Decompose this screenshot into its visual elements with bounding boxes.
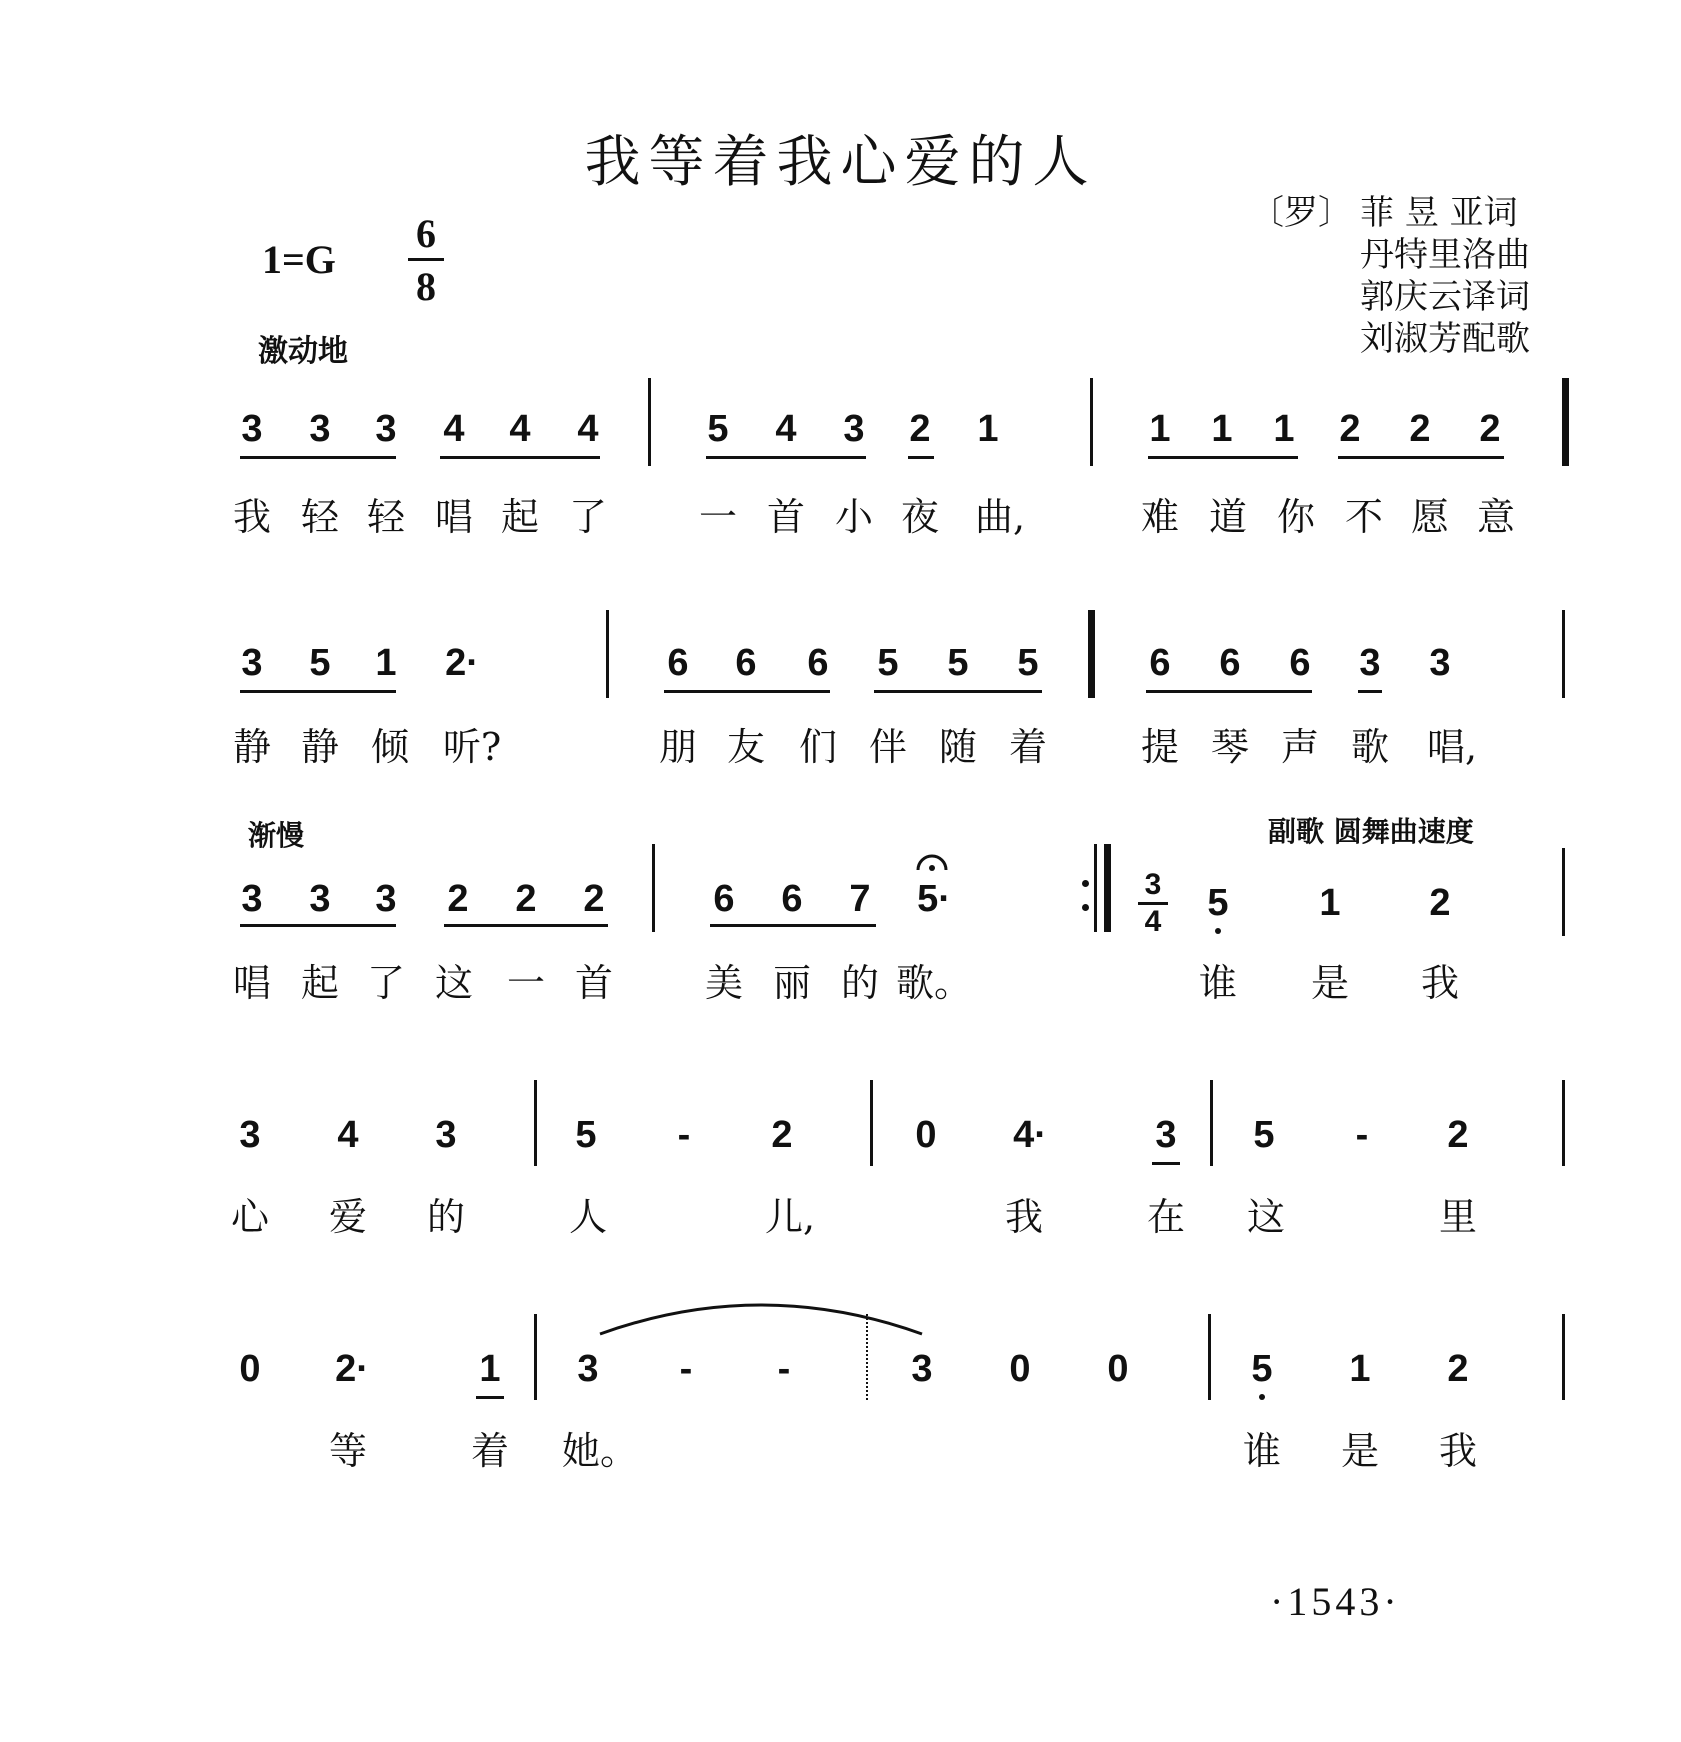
lyric: 歌 <box>1350 725 1390 769</box>
barline <box>1562 1080 1565 1166</box>
lyric: 了 <box>568 495 608 539</box>
note: 3 <box>435 1114 457 1156</box>
lyric: 声 <box>1280 725 1320 769</box>
beam <box>240 690 396 693</box>
lyric: 曲, <box>974 495 1026 539</box>
note: 1 <box>977 408 999 450</box>
barline <box>534 1314 537 1400</box>
lyric: 夜 <box>900 495 940 539</box>
note: 6 <box>713 878 735 920</box>
note: 5 <box>1253 1114 1275 1156</box>
lyric: 友 <box>726 725 766 769</box>
note: 3 <box>577 1348 599 1390</box>
note: 4 <box>577 408 599 450</box>
beam <box>240 924 396 927</box>
barline <box>1088 610 1095 698</box>
note: 1 <box>1211 408 1233 450</box>
note: 3 <box>241 878 263 920</box>
beam <box>1148 456 1298 459</box>
barline <box>1090 378 1093 466</box>
song-title: 我等着我心爱的人 <box>584 130 1097 195</box>
lyric: 她。 <box>561 1429 639 1473</box>
lyric: 起 <box>500 495 540 539</box>
note: 2· <box>445 642 479 684</box>
lyric: 琴 <box>1210 725 1250 769</box>
note: 6 <box>667 642 689 684</box>
note: 5 <box>1251 1348 1273 1390</box>
credit-arranger: 刘淑芳配歌 <box>1360 319 1530 359</box>
lyric: 倾 <box>370 725 410 769</box>
note: 6 <box>781 878 803 920</box>
credit-composer: 丹特里洛曲 <box>1360 235 1530 275</box>
note: - <box>677 1114 691 1156</box>
lyric: 着 <box>470 1429 510 1473</box>
note: 7 <box>849 878 871 920</box>
note: 5 <box>707 408 729 450</box>
page-number: ·1543· <box>1270 1579 1401 1624</box>
barline <box>652 844 655 932</box>
barline <box>1562 848 1565 936</box>
lyric: 这 <box>434 961 474 1005</box>
repeat-dot <box>1082 880 1089 887</box>
note: 5 <box>877 642 899 684</box>
barline <box>1562 378 1569 466</box>
lyric: 等 <box>328 1429 368 1473</box>
lyric: 在 <box>1146 1195 1186 1239</box>
beam <box>240 456 396 459</box>
lyric: 我 <box>1004 1195 1044 1239</box>
barline <box>870 1080 873 1166</box>
note: 6 <box>1149 642 1171 684</box>
lyric: 朋 <box>658 725 698 769</box>
note: 3 <box>309 408 331 450</box>
beam <box>710 924 876 927</box>
note: 6 <box>735 642 757 684</box>
note: 4· <box>1013 1114 1047 1156</box>
note: 2 <box>1479 408 1501 450</box>
repeat-barline <box>1094 844 1097 932</box>
lyric: 你 <box>1276 495 1316 539</box>
lyric: 歌。 <box>895 961 973 1005</box>
lyric: 的 <box>840 961 880 1005</box>
tie-arc <box>596 1290 926 1340</box>
chorus-marking: 副歌 圆舞曲速度 <box>1268 815 1474 848</box>
note: 0 <box>1009 1348 1031 1390</box>
note: 1 <box>1273 408 1295 450</box>
note: 3 <box>375 408 397 450</box>
meter-bar <box>408 258 444 261</box>
lyric: 我 <box>1438 1429 1478 1473</box>
note: 3 <box>241 642 263 684</box>
lyric: 着 <box>1008 725 1048 769</box>
note: 4 <box>337 1114 359 1156</box>
note: 1 <box>479 1348 501 1390</box>
lyric: 随 <box>938 725 978 769</box>
note: 3 <box>1429 642 1451 684</box>
barline <box>1562 1314 1565 1400</box>
beam <box>1338 456 1504 459</box>
lyric: 伴 <box>868 725 908 769</box>
ts-denominator: 4 <box>1144 905 1162 938</box>
note: - <box>777 1348 791 1390</box>
note: 2· <box>335 1348 369 1390</box>
credit-lyricist: 菲 昱 亚词 <box>1360 193 1518 233</box>
beam <box>444 924 608 927</box>
lyric: 这 <box>1246 1195 1286 1239</box>
lyric: 我 <box>232 495 272 539</box>
note: 1 <box>1349 1348 1371 1390</box>
chorus-time-signature <box>1138 870 1168 937</box>
dotted-barline <box>866 1314 868 1400</box>
beam <box>874 690 1042 693</box>
lyric: 道 <box>1208 495 1248 539</box>
note: 3 <box>1155 1114 1177 1156</box>
note: 1 <box>1319 882 1341 924</box>
meter-numerator: 6 <box>416 211 436 256</box>
note: 6 <box>807 642 829 684</box>
credits-country: 〔罗〕 <box>1250 193 1352 233</box>
note: 1 <box>1149 408 1171 450</box>
note: 3 <box>911 1348 933 1390</box>
lyric: 唱 <box>232 961 272 1005</box>
barline <box>1208 1314 1211 1400</box>
lyric: 爱 <box>328 1195 368 1239</box>
barline <box>1562 610 1565 698</box>
barline <box>534 1080 537 1166</box>
lyric: 是 <box>1310 961 1350 1005</box>
beam <box>908 456 934 459</box>
note: 2 <box>1447 1114 1469 1156</box>
note: 1 <box>375 642 397 684</box>
time-signature <box>408 211 444 309</box>
lyric: 首 <box>766 495 806 539</box>
lyric: 丽 <box>772 961 812 1005</box>
note: 4 <box>443 408 465 450</box>
note: 3 <box>241 408 263 450</box>
lyric: 里 <box>1438 1195 1478 1239</box>
note: 4 <box>509 408 531 450</box>
beam <box>664 690 830 693</box>
lower-octave-dot <box>1215 928 1221 934</box>
beam <box>1358 690 1382 693</box>
ts-numerator: 3 <box>1144 868 1162 901</box>
note: 2 <box>1429 882 1451 924</box>
lyric: 首 <box>574 961 614 1005</box>
note: 6 <box>1219 642 1241 684</box>
note: 5 <box>309 642 331 684</box>
note: 2 <box>1339 408 1361 450</box>
lyric: 谁 <box>1198 961 1238 1005</box>
note: 5 <box>1207 882 1229 924</box>
lyric: 谁 <box>1242 1429 1282 1473</box>
lower-octave-dot <box>1259 1394 1265 1400</box>
lyric: 唱 <box>434 495 474 539</box>
note: 3 <box>309 878 331 920</box>
note: 3 <box>843 408 865 450</box>
lyric: 难 <box>1140 495 1180 539</box>
note: 5 <box>947 642 969 684</box>
lyric: 了 <box>366 961 406 1005</box>
note: 5 <box>575 1114 597 1156</box>
note: 3 <box>375 878 397 920</box>
lyric: 轻 <box>300 495 340 539</box>
lyric: 听? <box>442 725 502 769</box>
lyric: 们 <box>798 725 838 769</box>
beam <box>706 456 866 459</box>
lyric: 意 <box>1476 495 1516 539</box>
beam <box>1146 690 1312 693</box>
lyric: 静 <box>232 725 272 769</box>
note: - <box>679 1348 693 1390</box>
slowing-marking: 渐慢 <box>248 819 305 852</box>
lyric: 愿 <box>1410 495 1450 539</box>
note: 0 <box>239 1348 261 1390</box>
beam <box>1152 1162 1180 1165</box>
note: 2 <box>583 878 605 920</box>
lyric: 儿, <box>764 1195 816 1239</box>
lyric: 一 <box>506 961 546 1005</box>
lyric: 唱, <box>1426 725 1478 769</box>
lyric: 是 <box>1340 1429 1380 1473</box>
barline <box>648 378 651 466</box>
note: 4 <box>775 408 797 450</box>
note: 6 <box>1289 642 1311 684</box>
lyric: 的 <box>426 1195 466 1239</box>
repeat-dot <box>1082 904 1089 911</box>
lyric: 心 <box>230 1195 270 1239</box>
note: 0 <box>915 1114 937 1156</box>
tempo-marking: 激动地 <box>258 334 348 369</box>
lyric: 轻 <box>366 495 406 539</box>
barline <box>1210 1080 1213 1166</box>
lyric: 我 <box>1420 961 1460 1005</box>
note: - <box>1355 1114 1369 1156</box>
lyric: 起 <box>300 961 340 1005</box>
lyric: 静 <box>300 725 340 769</box>
note: 2 <box>771 1114 793 1156</box>
note: 2 <box>1447 1348 1469 1390</box>
beam <box>440 456 600 459</box>
lyric: 小 <box>834 495 874 539</box>
lyric: 一 <box>698 495 738 539</box>
lyric: 人 <box>568 1195 608 1239</box>
note: 5· <box>917 878 951 920</box>
credits <box>1250 192 1530 360</box>
credit-translator: 郭庆云译词 <box>1360 277 1530 317</box>
barline <box>606 610 609 698</box>
note: 2 <box>909 408 931 450</box>
note: 2 <box>447 878 469 920</box>
note: 5 <box>1017 642 1039 684</box>
beam <box>476 1396 504 1399</box>
meter-denominator: 8 <box>416 264 436 309</box>
lyric: 美 <box>704 961 744 1005</box>
repeat-barline <box>1104 844 1111 932</box>
lyric: 提 <box>1140 725 1180 769</box>
key-signature: 1=G <box>262 237 336 282</box>
note: 2 <box>515 878 537 920</box>
note: 2 <box>1409 408 1431 450</box>
note: 3 <box>239 1114 261 1156</box>
note: 3 <box>1359 642 1381 684</box>
fermata-icon <box>914 850 950 874</box>
lyric: 不 <box>1344 495 1384 539</box>
note: 0 <box>1107 1348 1129 1390</box>
